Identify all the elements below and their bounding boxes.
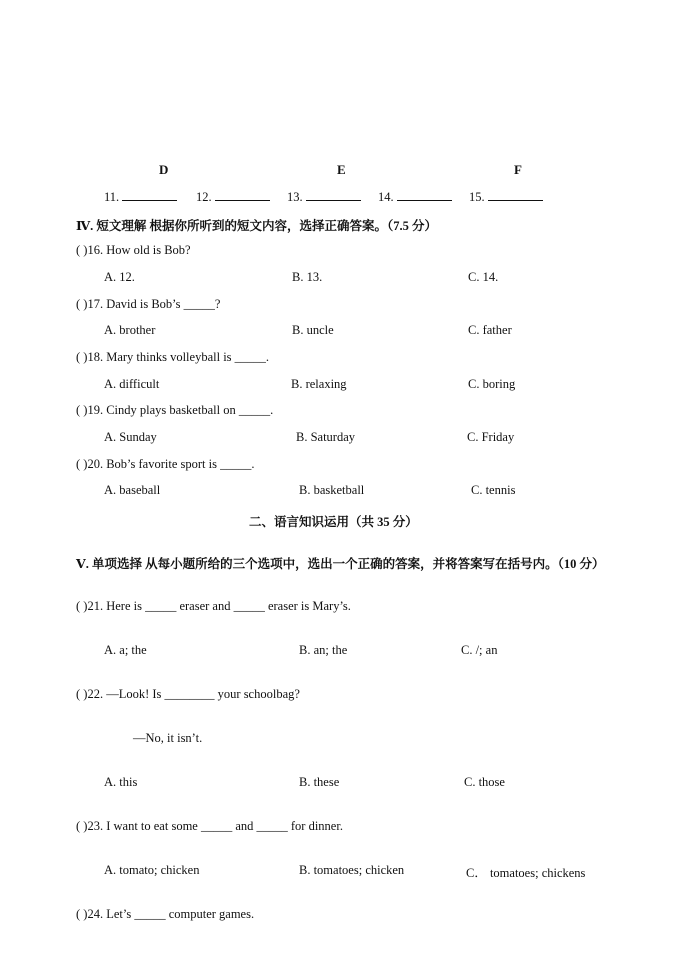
q18-option-a[interactable]: A. difficult	[104, 377, 160, 391]
question-24: ( )24. Let’s _____ computer games.	[76, 907, 255, 921]
question-19: ( )19. Cindy plays basketball on _____.	[76, 403, 274, 417]
q22-option-b[interactable]: B. these	[299, 775, 340, 789]
question-20: ( )20. Bob’s favorite sport is _____.	[76, 457, 255, 471]
q17-option-c[interactable]: C. father	[468, 323, 512, 337]
q21-option-c[interactable]: C. /; an	[461, 643, 498, 657]
q17-option-b[interactable]: B. uncle	[292, 323, 334, 337]
question-23: ( )23. I want to eat some _____ and _____ for dinner.	[76, 819, 343, 833]
q16-option-c[interactable]: C. 14.	[468, 270, 499, 284]
q18-option-b[interactable]: B. relaxing	[291, 377, 347, 391]
question-18: ( )18. Mary thinks volleyball is _____.	[76, 350, 270, 364]
q23-option-c[interactable]: C． tomatoes; chickens	[466, 866, 586, 880]
q17-option-a[interactable]: A. brother	[104, 323, 156, 337]
part-2-title: 二、语言知识运用（共 35 分）	[249, 515, 418, 529]
q20-option-c[interactable]: C. tennis	[471, 483, 516, 497]
q22-reply: —No, it isn’t.	[133, 731, 203, 745]
answer-slot-12[interactable]: 12.	[196, 190, 270, 205]
question-17: ( )17. David is Bob’s _____?	[76, 297, 221, 311]
question-21: ( )21. Here is _____ eraser and _____ eraser is Mary’s.	[76, 599, 351, 613]
answer-slot-11[interactable]: 11.	[104, 190, 177, 205]
question-22: ( )22. —Look! Is ________ your schoolbag?	[76, 687, 300, 701]
q16-option-a[interactable]: A. 12.	[104, 270, 135, 284]
q20-option-a[interactable]: A. baseball	[104, 483, 161, 497]
q19-option-b[interactable]: B. Saturday	[296, 430, 356, 444]
picture-label-f: F	[514, 162, 522, 177]
q19-option-c[interactable]: C. Friday	[467, 430, 515, 444]
answer-slot-15[interactable]: 15.	[469, 190, 543, 205]
answer-slot-13[interactable]: 13.	[287, 190, 361, 205]
section-5-title: Ⅴ. 单项选择 从每小题所给的三个选项中，选出一个正确的答案，并将答案写在括号内。（10 分）	[76, 557, 605, 571]
answer-slot-14[interactable]: 14.	[378, 190, 452, 205]
picture-label-d: D	[159, 162, 169, 177]
question-16: ( )16. How old is Bob?	[76, 243, 191, 257]
q22-option-c[interactable]: C. those	[464, 775, 505, 789]
q20-option-b[interactable]: B. basketball	[299, 483, 365, 497]
q18-option-c[interactable]: C. boring	[468, 377, 516, 391]
q23-option-b[interactable]: B. tomatoes; chicken	[299, 863, 405, 877]
picture-label-e: E	[337, 162, 346, 177]
section-4-title: Ⅳ. 短文理解 根据你所听到的短文内容，选择正确答案。（7.5 分）	[76, 219, 438, 233]
q23-option-a[interactable]: A. tomato; chicken	[104, 863, 200, 877]
q19-option-a[interactable]: A. Sunday	[104, 430, 157, 444]
q16-option-b[interactable]: B. 13.	[292, 270, 323, 284]
q22-option-a[interactable]: A. this	[104, 775, 138, 789]
q21-option-b[interactable]: B. an; the	[299, 643, 348, 657]
q21-option-a[interactable]: A. a; the	[104, 643, 147, 657]
